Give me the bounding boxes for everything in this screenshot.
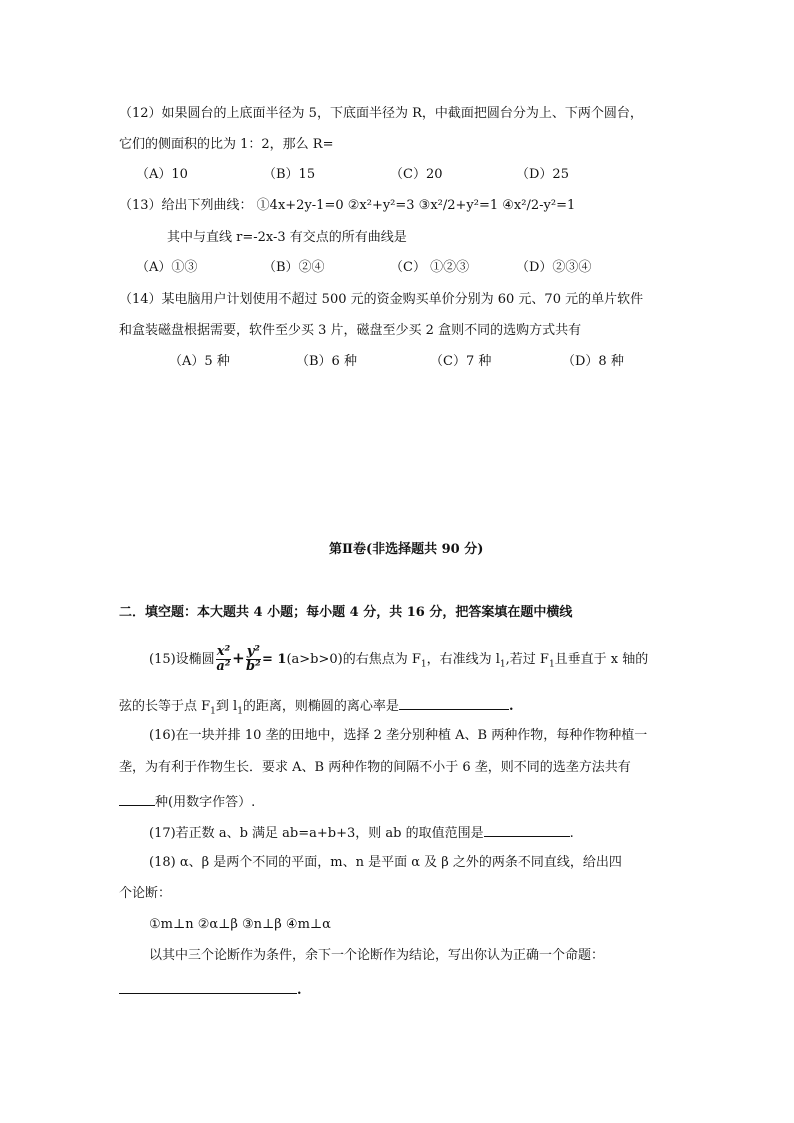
q18-line2: 个论断： [119,886,172,901]
q15-frac1-num: x² [216,644,231,659]
q16-line2: 垄，为有利于作物生长．要求 A、B 两种作物的间隔不小于 6 垄，则不同的选垄方法共有 [119,760,631,775]
q15-answer-blank[interactable] [399,695,509,710]
q17-answer-blank[interactable] [484,822,570,837]
q15-fraction-x [216,645,231,674]
q17-period: . [569,826,574,841]
q15-fraction-y [246,645,261,674]
q15-equals-one: = 1 [261,652,287,667]
q13-line1: （13）给出下列曲线： ①4x+2y-1=0 ②x²+y²=3 ③x²/2+y²=1 ④x²/2-y²=1 [119,198,576,213]
q15-line2-b: 到 l [215,699,238,714]
q13-line2: 其中与直线 r=-2x-3 有交点的所有曲线是 [167,230,407,245]
q15-mid1: ，右准线为 l [426,652,500,667]
q18-line3: ①m⊥n ②α⊥β ③n⊥β ④m⊥α [149,917,331,932]
q12-line1: （12）如果圆台的上底面半径为 5，下底面半径为 R，中截面把圆台分为上、下两个圆台， [119,106,643,121]
q12-line2: 它们的侧面积的比为 1：2，那么 R= [119,137,334,152]
q12-option-a: （A）10 [136,167,188,182]
q18-answer-blank[interactable] [119,979,297,994]
q15-plus: + [232,649,245,667]
q15-frac2-num: y² [246,644,260,659]
q14-line1: （14）某电脑用户计划使用不超过 500 元的资金购买单价分别为 60 元、70 元的单片软件 [119,292,644,307]
q15-line2-c: 的距离，则椭圆的离心率是 [242,699,399,714]
q16-answer-blank[interactable] [119,791,155,806]
q15-line2 [119,695,513,721]
q16-line3 [119,791,255,812]
q15-sub1: 1 [420,659,427,670]
q12-option-d: （D）25 [516,167,569,182]
q15-period: . [508,699,514,714]
q17-line1 [149,822,574,843]
q16-line1: (16)在一块并排 10 垄的田地中，选择 2 垄分别种植 A、B 两种作物，每种作物种植一 [149,728,648,743]
q15-sub5: 1 [237,706,243,717]
q12-option-b: （B）15 [263,167,316,182]
q16-line3-text: 种(用数字作答）. [155,795,256,810]
q18-line1: (18) α、β 是两个不同的平面，m、n 是平面 α 及 β 之外的两条不同直线，给出四 [149,855,622,870]
q18-period: . [297,983,302,998]
q15-line1 [149,640,648,676]
q15-sub4: 1 [210,706,216,717]
q18-line4: 以其中三个论断作为条件，余下一个论断作为结论，写出你认为正确一个命题： [149,948,605,963]
q14-option-a: （A）5 种 [169,354,230,369]
q15-line2-a: 弦的长等于点 F [119,699,211,714]
q17-text: (17)若正数 a、b 满足 ab=a+b+3，则 ab 的取值范围是 [149,826,484,841]
q12-option-c: （C）20 [390,167,443,182]
q15-frac2-den: b² [245,659,261,674]
part2-title: 第Ⅱ卷(非选择题共 90 分) [329,542,484,557]
q15-mid2: ,若过 F [505,652,549,667]
q13-option-b: （B）②④ [263,260,325,275]
q15-sub3: 1 [548,659,555,670]
q14-option-d: （D）8 种 [562,354,624,369]
q14-option-c: （C）7 种 [430,354,492,369]
q14-line2: 和盒装磁盘根据需要，软件至少买 3 片，磁盘至少买 2 盒则不同的选购方式共有 [119,323,582,338]
q15-prefix: (15)设椭圆 [149,652,215,667]
q15-end1: 且垂直于 x 轴的 [554,652,649,667]
q15-sub2: 1 [499,659,506,670]
q13-option-d: （D）②③④ [516,260,592,275]
q13-option-c: （C） ①②③ [390,260,470,275]
q18-line5 [119,979,302,1000]
q14-option-b: （B）6 种 [296,354,357,369]
q15-frac1-den: a² [216,659,231,674]
q15-after: (a>b>0)的右焦点为 F [286,652,421,667]
section2-title: 二．填空题：本大题共 4 小题；每小题 4 分，共 16 分，把答案填在题中横线 [119,605,573,620]
q13-option-a: （A）①③ [136,260,198,275]
